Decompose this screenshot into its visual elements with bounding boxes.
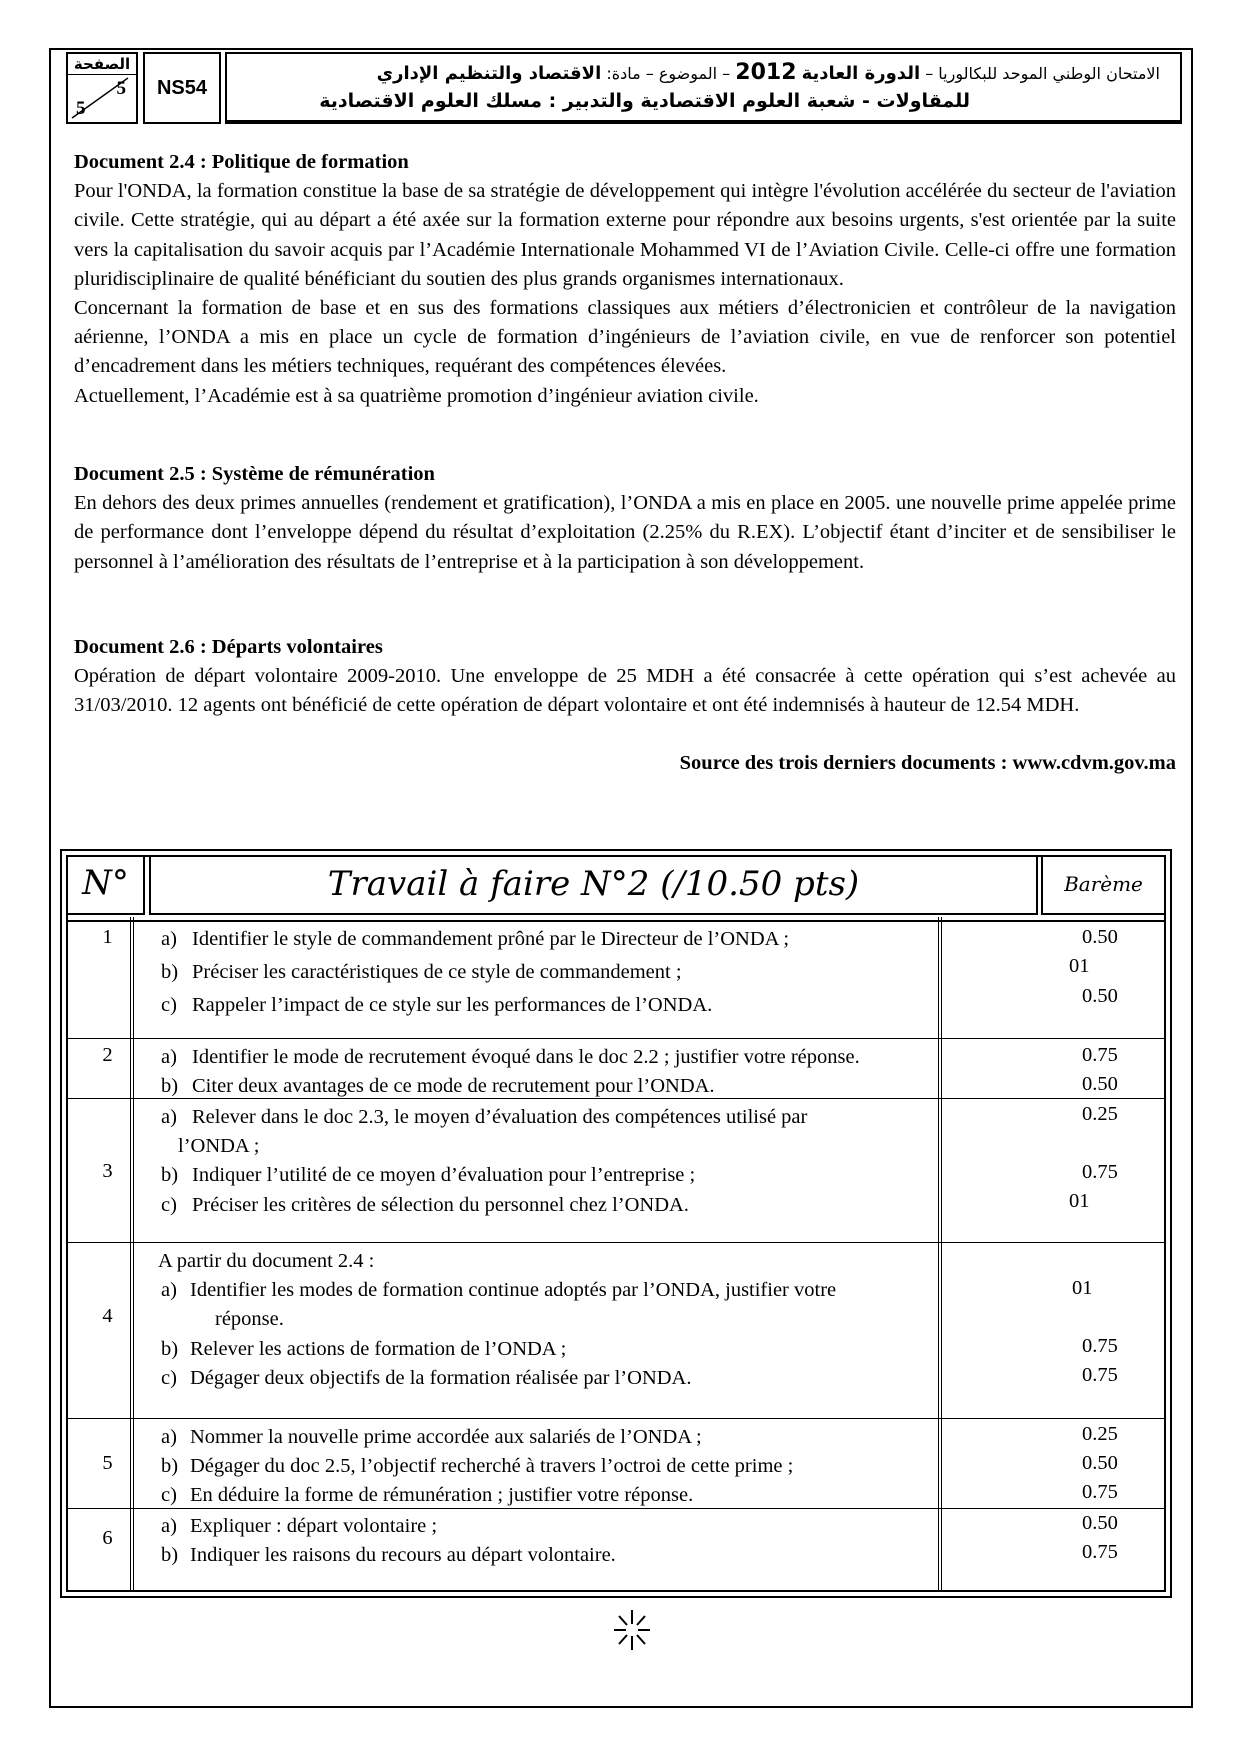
question-item: c) En déduire la forme de rémunération ; justifier votre réponse. — [161, 1484, 694, 1507]
exam-year: 2012 — [735, 60, 797, 85]
row-number: 3 — [102, 1160, 113, 1182]
points: 0.50 — [1082, 985, 1118, 1007]
exam-meta: – الموضوع – مادة: — [601, 64, 736, 83]
page-current: 5 — [116, 78, 126, 99]
question-6 — [158, 1512, 1038, 1570]
exam-name: الامتحان الوطني الموحد للبكالوريا – — [920, 64, 1160, 83]
points: 0.75 — [1082, 1044, 1118, 1066]
document-2-4 — [74, 148, 1176, 411]
points: 0.50 — [1082, 1452, 1118, 1474]
question-item-continuation: réponse. — [215, 1308, 284, 1331]
page-label: الصفحة — [68, 54, 136, 75]
question-item: a) Relever dans le doc 2.3, le moyen d’évaluation des compétences utilisé par — [161, 1106, 808, 1128]
row-number: 6 — [102, 1527, 113, 1549]
question-item: b) Indiquer les raisons du recours au départ volontaire. — [161, 1544, 616, 1567]
points: 0.75 — [1082, 1161, 1118, 1183]
points: 01 — [1069, 1190, 1090, 1212]
points: 0.50 — [1082, 1073, 1118, 1095]
question-4 — [158, 1247, 1038, 1393]
points: 0.25 — [1082, 1423, 1118, 1445]
column-separator-1b — [133, 917, 134, 1590]
question-item: a) Expliquer : départ volontaire ; — [161, 1515, 438, 1537]
question-item: b) Citer deux avantages de ce mode de recrutement pour l’ONDA. — [161, 1075, 715, 1098]
row-number: 5 — [102, 1452, 113, 1474]
question-item: b) Indiquer l’utilité de ce moyen d’évaluation pour l’entreprise ; — [161, 1164, 696, 1187]
end-ornament-icon — [612, 1608, 652, 1652]
document-2-6-paragraph-1: Opération de départ volontaire 2009-2010. Une enveloppe de 25 MDH a été consacrée à cette opération qui s’est achevée au 31/03/2010. 12 agents ont bénéficié de cette opération de départ volontaire et ont été indemnisés à hauteur de 12.54 MDH. — [74, 665, 1176, 717]
page-total: 5 — [76, 98, 86, 119]
points: 01 — [1072, 1277, 1093, 1299]
column-header-number-label: N° — [82, 863, 129, 903]
document-2-4-paragraph-1: Pour l'ONDA, la formation constitue la base de sa stratégie de développement qui intègre l'évolution accélérée du secteur de l'aviation civile. Cette stratégie, qui au départ a été axée sur la formation externe pour répondre aux besoins urgents, s'est orientée par la suite vers la capitalisation du savoir acquis par l’Académie Internationale Mohammed VI de l’Aviation Civile. Celle-ci offre une formation pluridisciplinaire de qualité bénéficiant du soutien des plus grands organismes internationaux. — [74, 180, 1176, 290]
question-item: c) Rappeler l’impact de ce style sur les performances de l’ONDA. — [161, 994, 713, 1017]
exam-code: NS54 — [143, 52, 221, 124]
question-2 — [158, 1043, 1038, 1101]
exam-session: الدورة العادية — [801, 63, 921, 84]
points: 0.75 — [1082, 1364, 1118, 1386]
exam-title-box — [225, 52, 1182, 124]
row-separator-1 — [66, 1038, 1166, 1039]
question-1 — [158, 925, 1038, 1021]
points: 0.50 — [1082, 1512, 1118, 1534]
document-2-6 — [74, 633, 1176, 721]
row-separator-3 — [66, 1242, 1166, 1243]
document-2-5-paragraph-1: En dehors des deux primes annuelles (rendement et gratification), l’ONDA a mis en place en 2005. une nouvelle prime appelée prime de performance dont l’enveloppe dépend du résultat d’exploitation (2.25% du R.EX). L’objectif étant d’inciter et de sensibiliser le personnel à l’amélioration des résultats de l’entreprise et à la participation à son développement. — [74, 492, 1176, 573]
exam-title-line2: للمقاولات - شعبة العلوم الاقتصادية والتدبير : مسلك العلوم الاقتصادية — [319, 90, 970, 112]
document-2-4-paragraph-2: Concernant la formation de base et en sus des formations classiques aux métiers d’électronicien et contrôleur de la navigation aérienne, l’ONDA a mis en place un cycle de formation d’ingénieurs de l’aviation civile, en vue de renforcer son potentiel d’encadrement dans les métiers techniques, requérant des compétences élevées. — [74, 297, 1176, 378]
points: 01 — [1069, 955, 1090, 977]
document-2-6-title: Document 2.6 : Départs volontaires — [74, 636, 383, 658]
points: 0.50 — [1082, 926, 1118, 948]
column-separator-1 — [130, 917, 131, 1590]
exam-subject: الاقتصاد والتنظيم الإداري — [376, 63, 602, 84]
question-item: b) Préciser les caractéristiques de ce style de commandement ; — [161, 961, 682, 984]
task-title: Travail à faire N°2 (/10.50 pts) — [327, 864, 860, 904]
column-header-number — [66, 855, 145, 915]
column-header-bareme — [1041, 855, 1166, 915]
exam-title-line1 — [377, 60, 1160, 85]
question-item: a) Nommer la nouvelle prime accordée aux salariés de l’ONDA ; — [161, 1426, 702, 1448]
question-5 — [158, 1423, 1038, 1511]
question-item: a) Identifier le style de commandement prôné par le Directeur de l’ONDA ; — [161, 928, 790, 950]
question-item-continuation: l’ONDA ; — [178, 1135, 260, 1158]
question-item: b) Relever les actions de formation de l’ONDA ; — [161, 1337, 567, 1360]
points: 0.25 — [1082, 1103, 1118, 1125]
points: 0.75 — [1082, 1541, 1118, 1563]
points: 0.75 — [1082, 1481, 1118, 1503]
document-2-5 — [74, 460, 1176, 577]
row-number: 1 — [102, 926, 113, 948]
question-item: b) Dégager du doc 2.5, l’objectif recherché à travers l’octroi de cette prime ; — [161, 1455, 794, 1478]
document-2-4-paragraph-3: Actuellement, l’Académie est à sa quatrième promotion d’ingénieur aviation civile. — [74, 384, 759, 407]
row-separator-4 — [66, 1418, 1166, 1419]
document-2-5-title: Document 2.5 : Système de rémunération — [74, 463, 435, 485]
row-number: 4 — [102, 1305, 113, 1327]
header-separator — [66, 920, 1166, 922]
column-header-bareme-label: Barème — [1064, 872, 1143, 896]
page-number-box — [66, 52, 138, 124]
question-3 — [158, 1103, 1038, 1220]
document-2-4-title: Document 2.4 : Politique de formation — [74, 151, 409, 173]
question-item: a) Identifier les modes de formation continue adoptés par l’ONDA, justifier votre — [161, 1279, 837, 1302]
points: 0.75 — [1082, 1335, 1118, 1357]
question-item: c) Dégager deux objectifs de la formation réalisée par l’ONDA. — [161, 1366, 692, 1389]
row-number: 2 — [102, 1044, 113, 1066]
question-item: c) Préciser les critères de sélection du personnel chez l’ONDA. — [161, 1193, 689, 1216]
question-item: a) Identifier le mode de recrutement évoqué dans le doc 2.2 ; justifier votre réponse. — [161, 1046, 860, 1068]
documents-source: Source des trois derniers documents : www.cdvm.gov.ma — [679, 752, 1176, 774]
task-title-box — [149, 855, 1038, 915]
question-intro: A partir du document 2.4 : — [158, 1250, 375, 1272]
